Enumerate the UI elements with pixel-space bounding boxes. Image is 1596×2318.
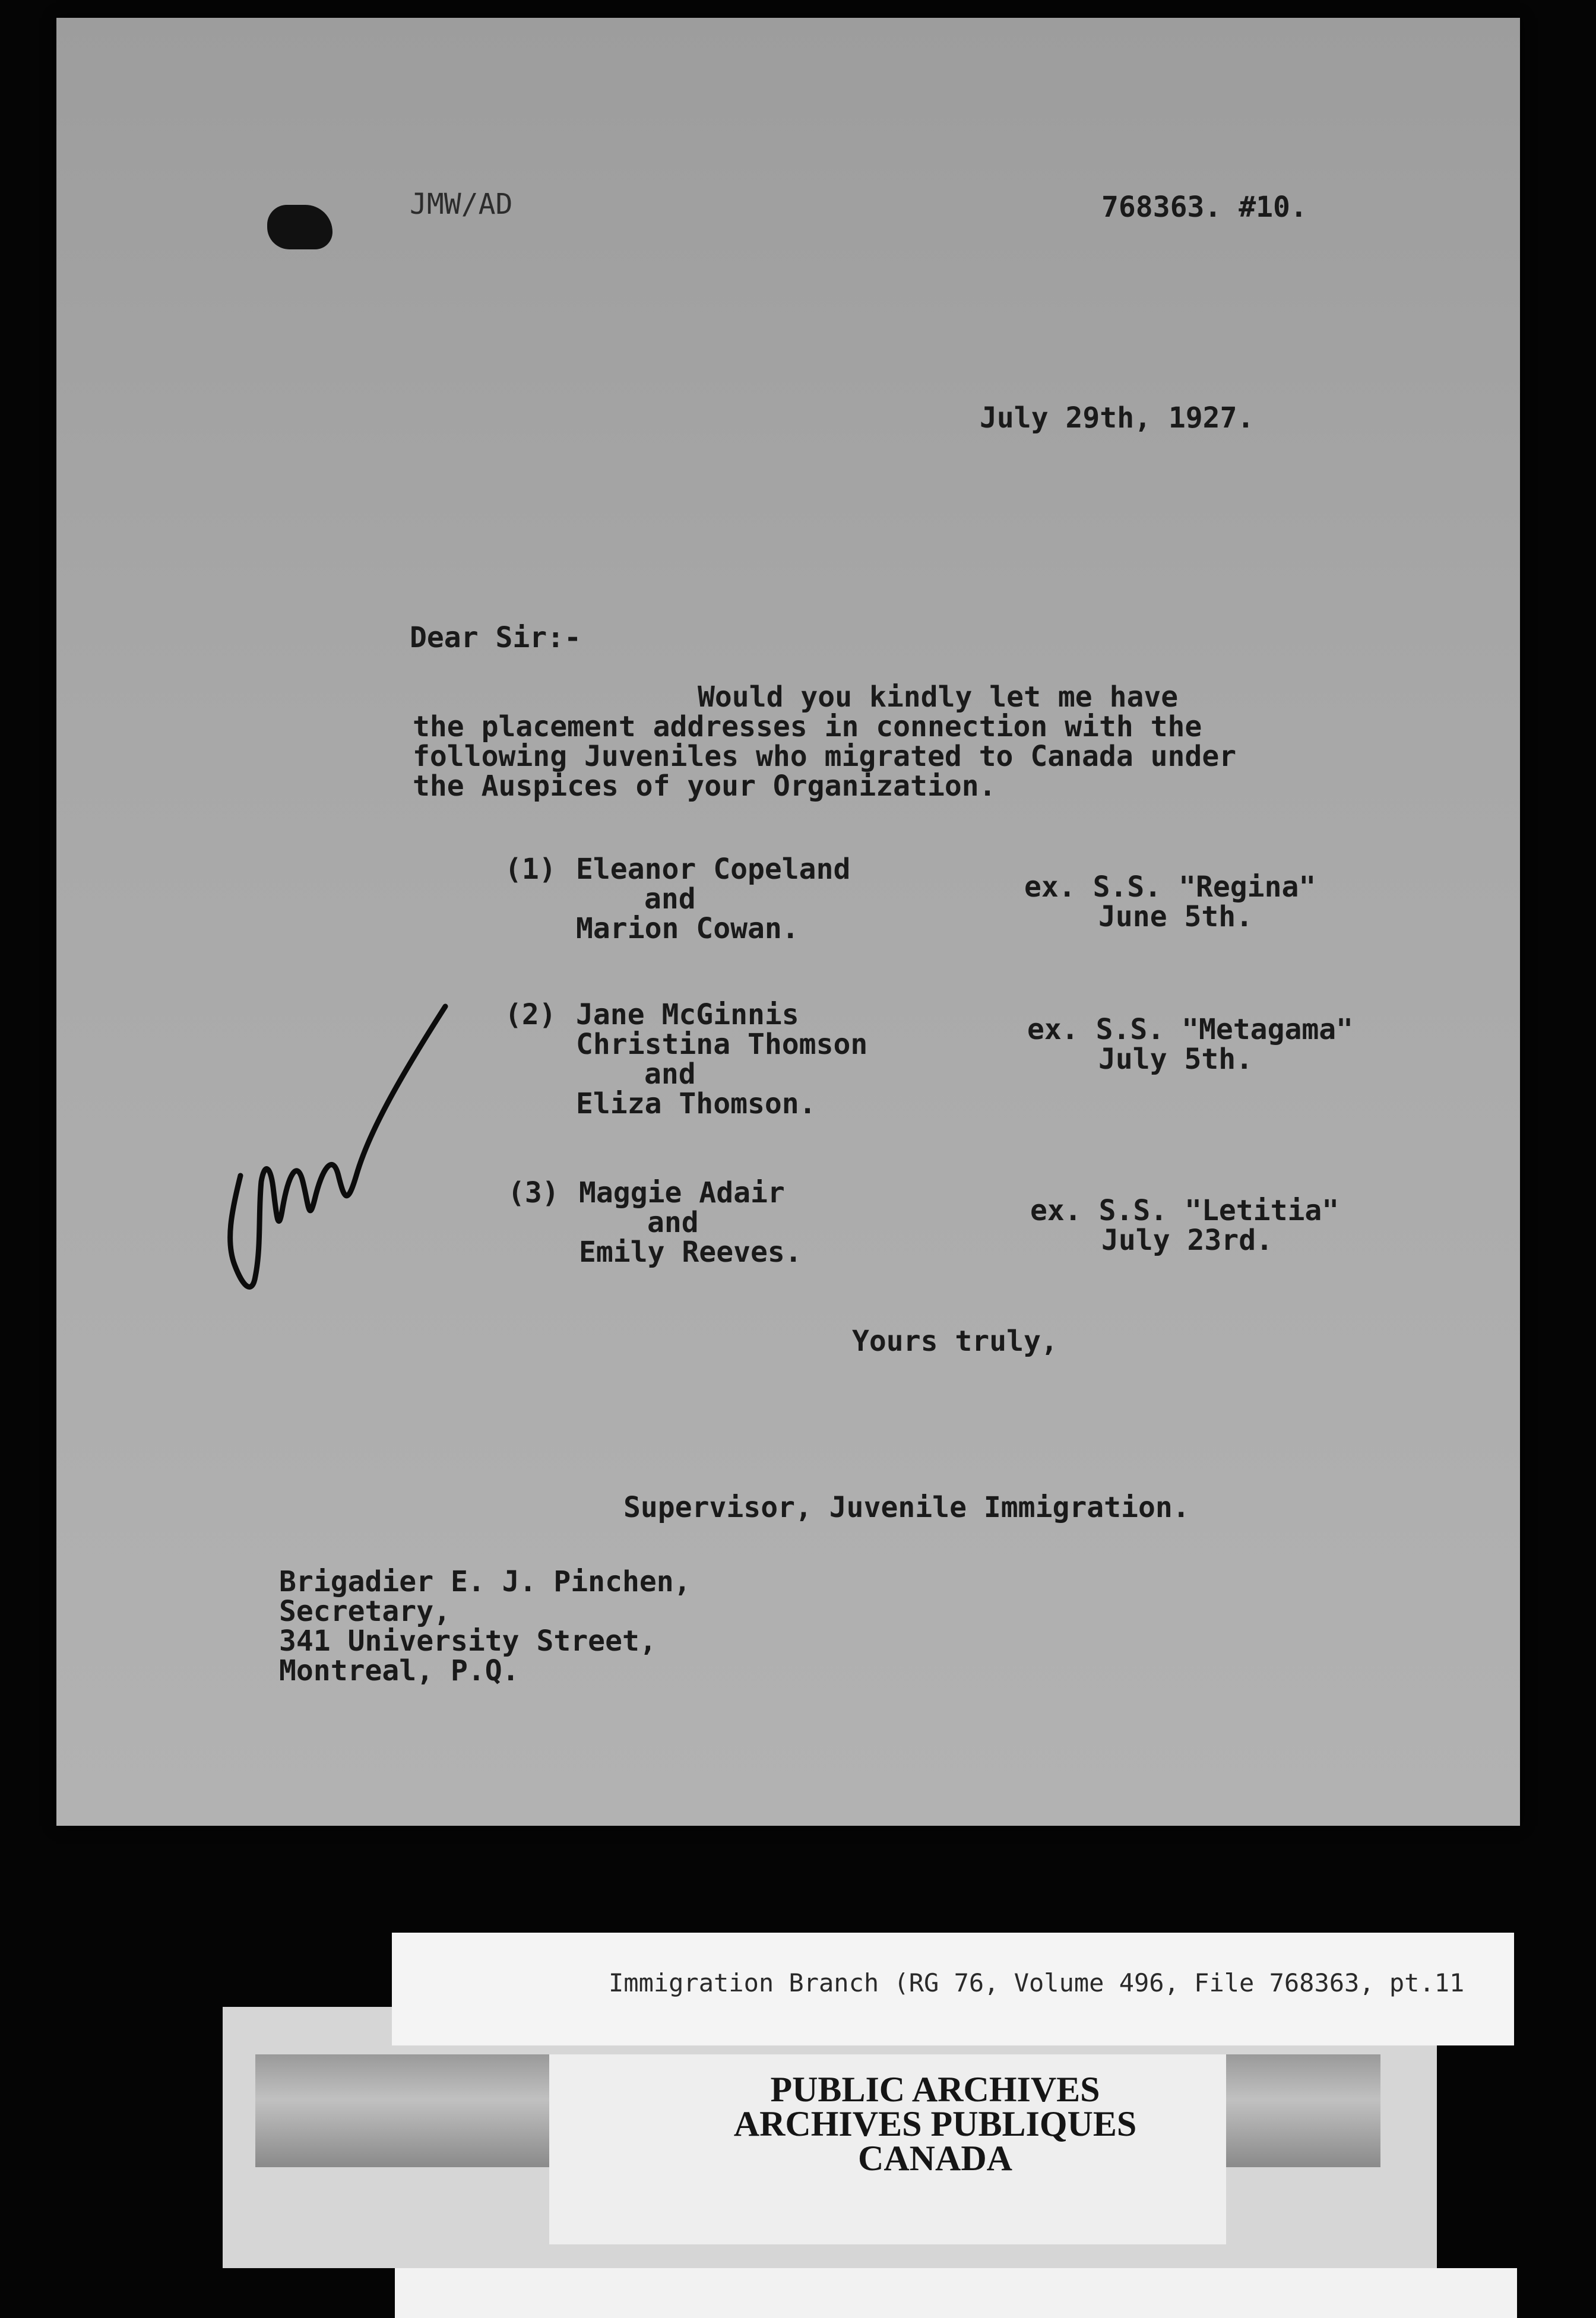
- juvenile-connector: and: [644, 1057, 696, 1091]
- letter-date: July 29th, 1927.: [980, 401, 1255, 435]
- letter-page: [56, 18, 1520, 1826]
- juvenile-name: Maggie Adair: [579, 1176, 785, 1209]
- addressee-line: Secretary,: [279, 1595, 451, 1628]
- body-line-1: Would you kindly let me have: [698, 680, 1179, 714]
- juvenile-connector: and: [644, 882, 696, 916]
- arrival-date: July 23rd.: [1101, 1224, 1273, 1257]
- stamp-line: ARCHIVES PUBLIQUES: [733, 2104, 1137, 2143]
- juvenile-name: Emily Reeves.: [579, 1236, 802, 1269]
- addressee-line: Brigadier E. J. Pinchen,: [279, 1565, 691, 1598]
- label-bottom-strip: [395, 2268, 1517, 2318]
- addressee-line: Montreal, P.Q.: [279, 1654, 520, 1687]
- arrival-date: July 5th.: [1098, 1043, 1253, 1076]
- ship-name: ex. S.S. "Letitia": [1030, 1194, 1340, 1227]
- juvenile-name: Christina Thomson: [576, 1028, 868, 1061]
- ink-blot: [267, 205, 332, 249]
- group-number: (3): [508, 1176, 559, 1209]
- archive-label: [223, 1933, 1465, 2318]
- handwritten-initials: [220, 986, 457, 1318]
- juvenile-name: Jane McGinnis: [576, 998, 799, 1031]
- juvenile-name: Eleanor Copeland: [576, 853, 851, 886]
- reference-initials: JMW/AD: [410, 188, 513, 221]
- body-line-4: the Auspices of your Organization.: [413, 770, 996, 803]
- addressee-line: 341 University Street,: [279, 1624, 657, 1658]
- group-number: (2): [505, 998, 556, 1031]
- juvenile-connector: and: [647, 1206, 699, 1239]
- label-caption-strip: [392, 1933, 1514, 2045]
- file-number: 768363. #10.: [1101, 191, 1307, 224]
- body-line-2: the placement addresses in connection with the: [413, 710, 1202, 743]
- ship-name: ex. S.S. "Metagama": [1027, 1013, 1354, 1046]
- closing: Yours truly,: [852, 1325, 1058, 1358]
- arrival-date: June 5th.: [1098, 900, 1253, 933]
- salutation: Dear Sir:-: [410, 621, 581, 654]
- juvenile-name: Eliza Thomson.: [576, 1087, 816, 1120]
- ship-name: ex. S.S. "Regina": [1024, 870, 1316, 904]
- juvenile-name: Marion Cowan.: [576, 912, 799, 945]
- stamp-line: PUBLIC ARCHIVES: [770, 2070, 1100, 2109]
- group-number: (1): [505, 853, 556, 886]
- archives-stamp: [484, 2072, 1386, 2176]
- signature-title: Supervisor, Juvenile Immigration.: [623, 1491, 1190, 1524]
- body-line-3: following Juveniles who migrated to Canada under: [413, 740, 1237, 773]
- stamp-line: CANADA: [858, 2139, 1012, 2178]
- archive-caption: Immigration Branch (RG 76, Volume 496, File 768363, pt.11: [609, 1968, 1465, 1997]
